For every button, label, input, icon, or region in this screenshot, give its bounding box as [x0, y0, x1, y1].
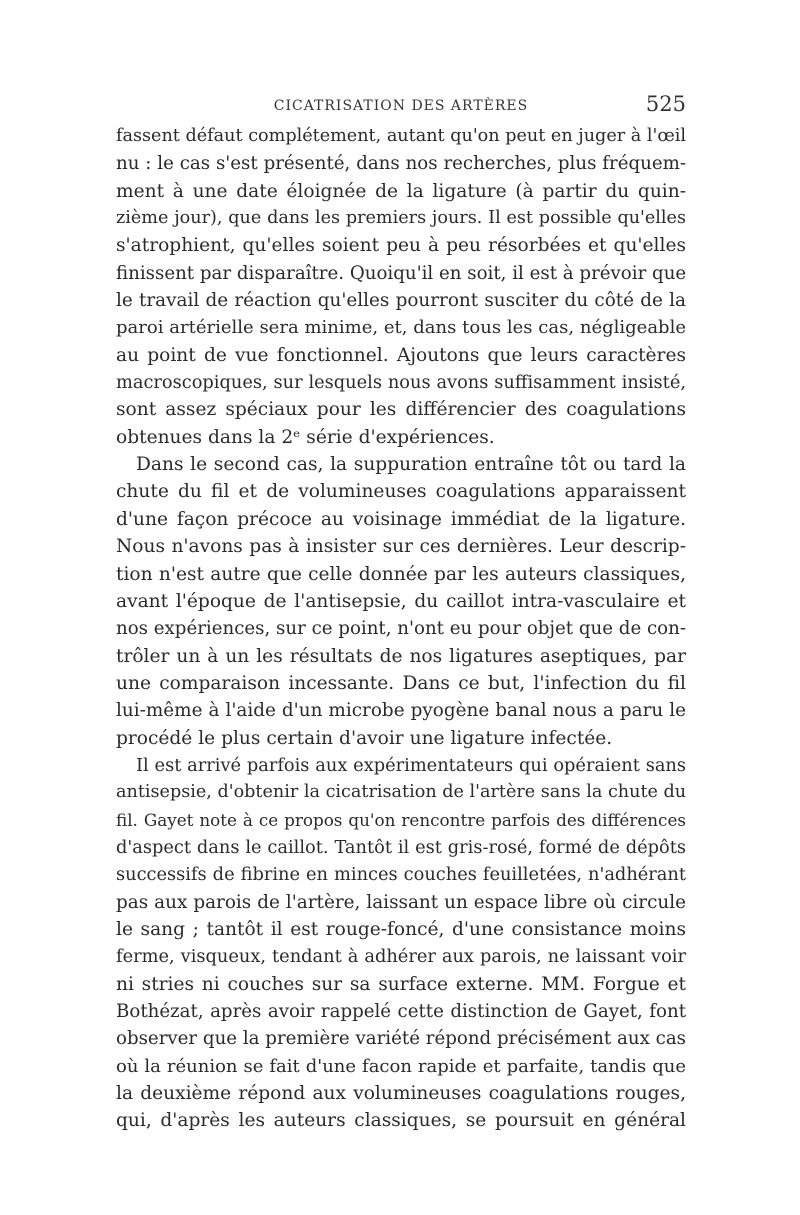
paragraph-end-line: procédé le plus certain d'avoir une ligature infectée. — [116, 727, 613, 749]
text-line: avant l'époque de l'antisepsie, du caillot intra-vasculaire et — [116, 590, 686, 612]
paragraph-end-line: obtenues dans la 2ᵉ série d'expériences. — [116, 426, 495, 448]
body-text — [116, 123, 686, 1135]
text-line: Bothézat, après avoir rappelé cette distinction de Gayet, font — [116, 1001, 686, 1022]
paragraph-start-line: Dans le second cas, la suppuration entraîne tôt ou tard la — [136, 454, 686, 476]
text-line: fil. Gayet note à ce propos qu'on rencontre parfois des différences — [116, 809, 686, 830]
text-line: successifs de fibrine en minces couches feuilletées, n'adhérant — [116, 864, 686, 886]
text-line: Nous n'avons pas à insister sur ces dernières. Leur descrip- — [116, 536, 686, 558]
text-line: nu : le cas s'est présenté, dans nos recherches, plus fréquem- — [116, 153, 686, 175]
text-line: zième jour), que dans les premiers jours. Il est possible qu'elles — [116, 208, 686, 229]
text-line: lui-même à l'aide d'un microbe pyogène banal nous a paru le — [116, 700, 686, 722]
text-line: trôler un à un les résultats de nos ligatures aseptiques, par — [116, 645, 686, 667]
page-number: 525 — [645, 92, 686, 116]
text-line: une comparaison incessante. Dans ce but, l'infection du fil — [116, 672, 686, 694]
text-line: ni stries ni couches sur sa surface externe. MM. Forgue et — [116, 973, 686, 995]
text-line: finissent par disparaître. Quoiqu'il en soit, il est à prévoir que — [116, 262, 687, 284]
paragraph-start-line: Il est arrivé parfois aux expérimentateurs qui opéraient sans — [136, 754, 686, 776]
text-line: d'aspect dans le caillot. Tantôt il est gris-rosé, formé de dépôts — [116, 836, 686, 858]
text-line: le sang ; tantôt il est rouge-foncé, d'une consistance moins — [116, 918, 686, 940]
text-line: paroi artérielle sera minime, et, dans tous les cas, négligeable — [116, 317, 686, 339]
text-line: observer que la première variété répond précisément aux cas — [116, 1028, 686, 1050]
text-line: pas aux parois de l'artère, laissant un espace libre où circule — [116, 891, 686, 913]
text-line: qui, d'après les auteurs classiques, se poursuit en général — [116, 1110, 686, 1132]
text-line: tion n'est autre que celle donnée par les auteurs classiques, — [116, 563, 686, 585]
text-line: fassent défaut complétement, autant qu'on peut en juger à l'œil — [116, 126, 686, 146]
text-line: chute du fil et de volumineuses coagulations apparaissent — [116, 481, 686, 503]
text-line: au point de vue fonctionnel. Ajoutons que leurs caractères — [116, 344, 686, 366]
page-header — [116, 92, 686, 122]
text-line: nos expériences, sur ce point, n'ont eu pour objet que de con- — [116, 618, 686, 640]
text-line: s'atrophient, qu'elles soient peu à peu résorbées et qu'elles — [116, 235, 686, 257]
text-line: le travail de réaction qu'elles pourront susciter du côté de la — [116, 290, 686, 312]
text-line: la deuxième répond aux volumineuses coagulations rouges, — [116, 1083, 686, 1105]
text-line: antisepsie, d'obtenir la cicatrisation de l'artère sans la chute du — [116, 782, 687, 803]
text-line: ferme, visqueux, tendant à adhérer aux parois, ne laissant voir — [116, 946, 686, 968]
text-line: d'une façon précoce au voisinage immédiat de la ligature. — [116, 508, 686, 530]
running-title: CICATRISATION DES ARTÈRES — [273, 98, 529, 114]
text-line: où la réunion se fait d'une facon rapide et parfaite, tandis que — [116, 1055, 686, 1077]
text-line: sont assez spéciaux pour les différencier des coagulations — [116, 399, 686, 421]
text-line: ment à une date éloignée de la ligature (à partir du quin- — [116, 180, 686, 202]
text-line: macroscopiques, sur lesquels nous avons suffisamment insisté, — [116, 372, 686, 394]
